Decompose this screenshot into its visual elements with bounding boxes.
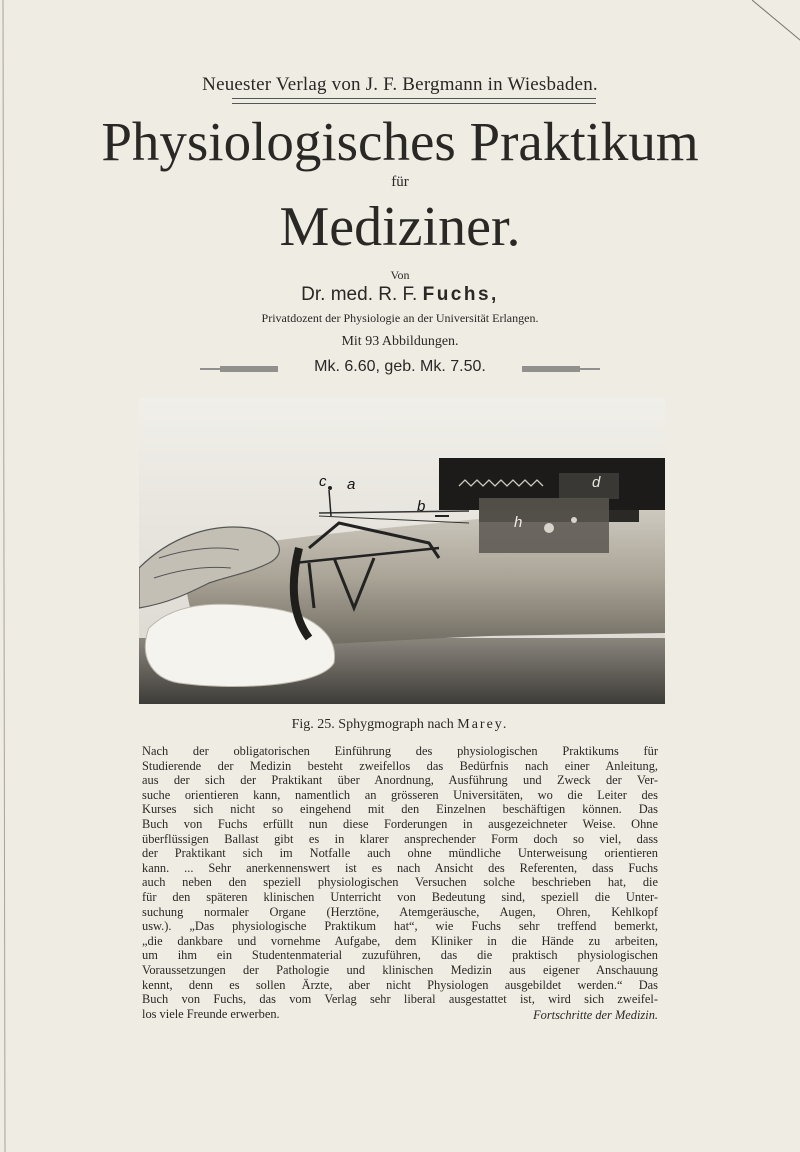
review-line: Buch von Fuchs, das vom Verlag sehr liberal ausgestattet ist, wird sich zweifel- [142, 992, 658, 1007]
header-rule [232, 98, 596, 104]
price-rule-right [522, 366, 600, 372]
review-line: für den späteren klinischen Unterricht von Bedeutung sind, speziell die Unter- [142, 889, 658, 904]
caption-number: Fig. 25. [291, 717, 335, 732]
review-line: auch neben den speziell physiologischen Versuchen solche beschrieben hat, die [142, 875, 658, 890]
publisher-line: Neuester Verlag von J. F. Bergmann in Wiesbaden. [202, 74, 598, 95]
review-line: der Praktikant sich im Notfalle auch ohne mündliche Unterweisung orientieren [142, 846, 658, 861]
figure-label-a: a [347, 476, 356, 493]
author-affiliation: Privatdozent der Physiologie an der Universität Erlangen. [261, 311, 539, 325]
figure-label-h: h [514, 514, 523, 531]
figure-label-d: d [592, 474, 601, 491]
title-connector: für [391, 174, 409, 190]
caption-text: Sphygmograph nach [338, 717, 454, 732]
book-title: Physiologisches Praktikum [101, 111, 699, 172]
page-corner-fold [752, 0, 800, 60]
review-text [142, 744, 658, 1021]
review-line: aus der sich der Praktikant über Anordnung, Ausführung und Zweck der Ver- [142, 773, 658, 788]
review-line: Studierende der Medizin besteht zweifellos das Bedürfnis nach einer Anleitung, [142, 758, 658, 773]
price-rule-left [200, 366, 278, 372]
figure-label-b: b [417, 498, 426, 515]
review-line: suche orientieren kann, namentlich an grösseren Universitäten, wo die Leiter des [142, 787, 658, 802]
review-line: überflüssigen Ballast gibt es in klarer ansprechender Form doch so viel, dass [142, 831, 658, 846]
by-label: Von [390, 268, 410, 282]
review-line: Voraussetzungen der Pathologie und klinischen Medizin aus eigener Anschauung [142, 962, 658, 977]
illustrations-count: Mit 93 Abbildungen. [341, 334, 459, 349]
figure-label-c: c [319, 473, 327, 490]
review-line: „die dankbare und vornehme Aufgabe, dem Kliniker in die Hände zu arbeiten, [142, 933, 658, 948]
review-line: kann. ... Sehr anerkennenswert ist es nach Ansicht des Referenten, dass Fuchs [142, 860, 658, 875]
price-text: Mk. 6.60, geb. Mk. 7.50. [314, 358, 486, 375]
figure-caption [150, 717, 650, 733]
author-name: Fuchs, [422, 284, 499, 305]
review-line: los viele Freunde erwerben. [142, 1006, 280, 1021]
page-left-edge [0, 0, 14, 1152]
review-line: Buch von Fuchs erfüllt nun diese Forderungen in ausgezeichneter Weise. Ohne [142, 816, 658, 831]
review-line: kennt, denn es sollen Ärzte, aber nicht Physiologen ausgebildet werden.“ Das [142, 977, 658, 992]
review-line: um ihm ein Studentenmaterial zuzuführen, das die praktisch physiologischen [142, 948, 658, 963]
review-line: Kurses sich nicht so eingehend mit den Einzelnen beschäftigen können. Das [142, 802, 658, 817]
review-line: usw.). „Das physiologische Praktikum hat“, wie Fuchs sehr treffend bemerkt, [142, 919, 658, 934]
sphygmograph-illustration [139, 398, 665, 704]
review-line: Nach der obligatorischen Einführung des physiologischen Praktikums für [142, 744, 658, 758]
author-prefix: Dr. med. R. F. [301, 284, 418, 305]
review-source: Fortschritte der Medizin. [533, 1008, 658, 1022]
caption-name: Marey. [457, 717, 509, 732]
price-row [200, 358, 600, 380]
book-subtitle: Mediziner. [279, 196, 521, 258]
review-line: suchung normaler Organe (Herztöne, Atemgeräusche, Augen, Ohren, Kehlkopf [142, 904, 658, 919]
author-line [150, 284, 650, 306]
